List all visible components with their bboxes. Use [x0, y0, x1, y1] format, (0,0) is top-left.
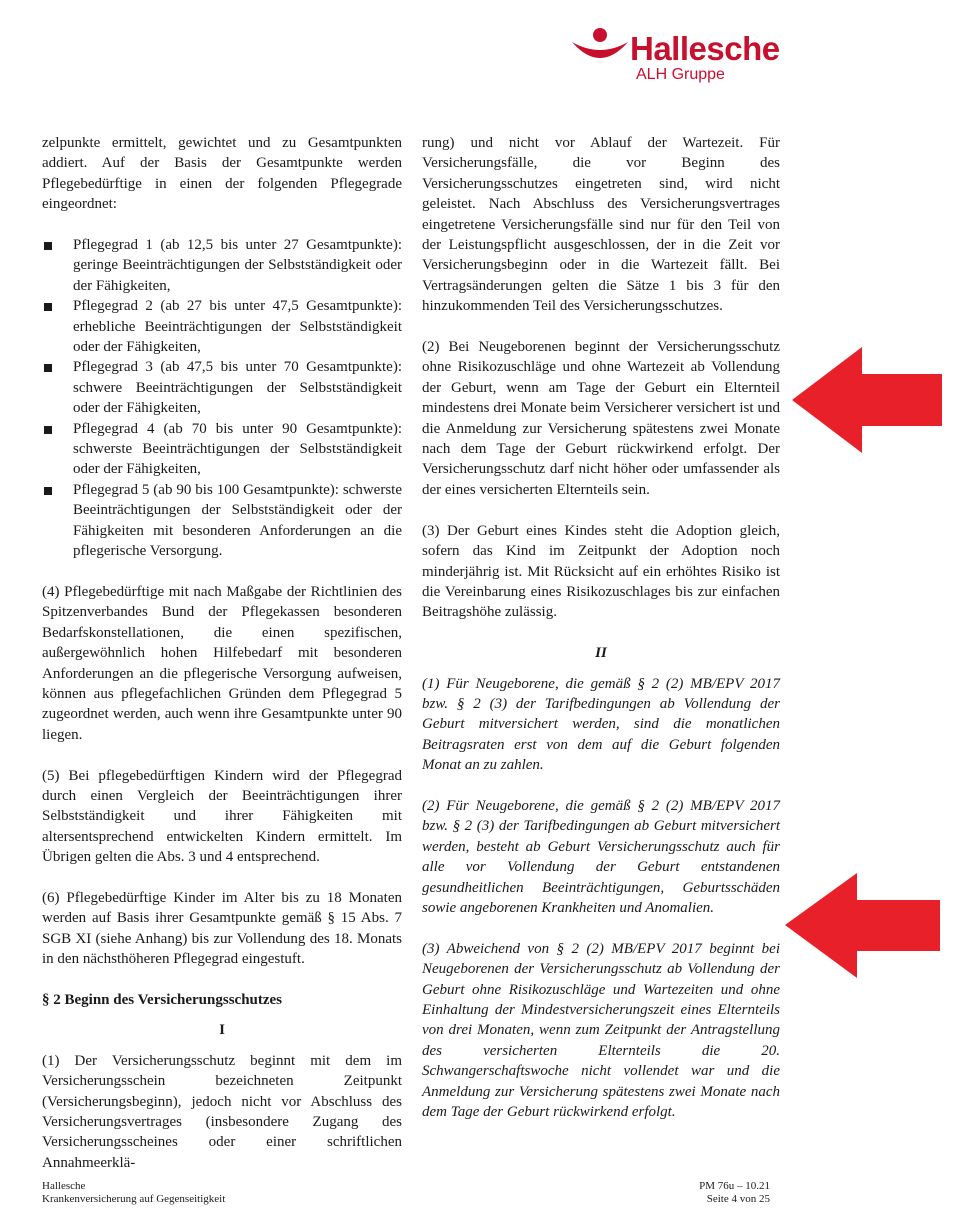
- list-item: [42, 419, 402, 480]
- left-arrow-icon: [785, 873, 940, 978]
- paragraph-6: (6) Pflegebedürftige Kinder im Alter bis zu 18 Monaten werden auf Basis ihrer Gesamtpunkte gemäß § 15 Abs. 7 SGB XI (siehe Anhang) bis zur Vollendung des 18. Monats in den nächsthöheren Pflegegrad eingestuft.: [42, 889, 402, 968]
- list-item-text: Pflegegrad 2 (ab 27 bis unter 47,5 Gesamtpunkte): erhebliche Beeinträchtigungen der Selbstständigkeit oder der Fähigkeiten,: [73, 298, 402, 356]
- logo-wordmark: Hallesche: [630, 30, 780, 67]
- left-column: [42, 133, 402, 1173]
- paragraph-2: (2) Bei Neugeborenen beginnt der Versicherungsschutz ohne Risikozuschläge und ohne Wartezeit ab Vollendung der Geburt, wenn am Tage der Geburt ein Elternteil mindestens drei Monate beim Versicherer versichert ist und die Anmeldung zur Versicherung spätestens zwei Monate nach dem Tage der Geburt rückwirkend erfolgt. Der Versicherungsschutz darf nicht höher oder umfassender als der eines versicherten Elternteils sein.: [422, 339, 780, 498]
- roman-heading-ii: II: [595, 645, 607, 662]
- list-item-text: Pflegegrad 1 (ab 12,5 bis unter 27 Gesamtpunkte): geringe Beeinträchtigungen der Selbstständigkeit oder der Fähigkeiten,: [73, 237, 402, 294]
- list-item-text: Pflegegrad 5 (ab 90 bis 100 Gesamtpunkte): schwerste Beeinträchtigungen der Selbstständigkeit oder der Fähigkeiten mit besonderen Anforderungen an die pflegerische Versorgung.: [73, 481, 402, 560]
- paragraph-2-1: (1) Der Versicherungsschutz beginnt mit dem im Versicherungsschein bezeichneten Zeitpunkt (Versicherungsbeginn), jedoch nicht vor Abschluss des Versicherungsvertrages (insbesondere Zugang des Versicherungsscheines oder einer schriftlichen Annahmeerklä-: [42, 1052, 402, 1171]
- square-bullet-icon: [44, 364, 52, 372]
- footer-company-name: Hallesche: [42, 1180, 86, 1192]
- left-arrow-icon: [792, 347, 942, 453]
- list-item: [42, 357, 402, 418]
- list-item: [42, 296, 402, 357]
- ii-paragraph-2: (2) Für Neugeborene, die gemäß § 2 (2) MB/EPV 2017 bzw. § 2 (3) der Tarifbedingungen ab Geburt mitversichert werden, besteht ab Geburt Versicherungsschutz auch für alle vor Vollendung der Geburt entstandenen gesundheitlichen Beeinträchtigungen, Geburtsschäden sowie angeborenen Krankheiten und Anomalien.: [422, 797, 780, 916]
- list-item: [42, 480, 402, 562]
- square-bullet-icon: [44, 487, 52, 495]
- footer-company-subtitle: Krankenversicherung auf Gegenseitigkeit: [42, 1193, 226, 1205]
- ii-paragraph-3: (3) Abweichend von § 2 (2) MB/EPV 2017 beginnt bei Neugeborenen der Versicherungsschutz ab Vollendung der Geburt ohne Risikozuschläge und Wartezeiten und ohne Einhaltung der Mindestversicherungszeit eines Elternteils von drei Monaten, wenn zum Zeitpunkt der Antragstellung des versicherten Elternteils die 20. Schwangerschaftswoche nicht vollendet war und die Anmeldung zur Versicherung spätestens zwei Monate nach dem Tage der Geburt rückwirkend erfolgt.: [422, 940, 780, 1121]
- list-item-text: Pflegegrad 3 (ab 47,5 bis unter 70 Gesamtpunkte): schwere Beeinträchtigungen der Selbstständigkeit oder der Fähigkeiten,: [73, 359, 402, 417]
- logo-subline: ALH Gruppe: [636, 66, 725, 83]
- section-heading: § 2 Beginn des Versicherungsschutzes: [42, 991, 283, 1008]
- paragraph-4: (4) Pflegebedürftige mit nach Maßgabe der Richtlinien des Spitzenverbandes Bund der Pflegekassen besonderen Bedarfskonstellationen, die einen spezifischen, außergewöhnlich hohen Hilfebedarf mit besonderen Anforderungen an die pflegerische Versorgung aufweisen, können aus pflegefachlichen Gründen dem Pflegegrad 5 zugeordnet werden, auch wenn ihre Gesamtpunkte unter 90 liegen.: [42, 583, 402, 743]
- square-bullet-icon: [44, 426, 52, 434]
- square-bullet-icon: [44, 303, 52, 311]
- paragraph-continuation: rung) und nicht vor Ablauf der Wartezeit. Für Versicherungsfälle, die vor Beginn des Versicherungsschutzes eingetreten sind, wird nicht geleistet. Nach Abschluss des Versicherungsvertrages eingetretene Versicherungsfälle sind nur für den Teil von der Leistungspflicht ausgeschlossen, der in die Zeit vor Versicherungsbeginn oder in die Wartezeit fällt. Bei Vertragsänderungen gelten die Sätze 1 bis 3 für den hinzukommenden Teil des Versicherungsschutzes.: [422, 135, 780, 315]
- logo-mark-icon: [570, 28, 630, 72]
- right-column: [422, 133, 780, 1122]
- pflegegrad-list: [42, 235, 402, 562]
- list-item-text: Pflegegrad 4 (ab 70 bis unter 90 Gesamtpunkte): schwerste Beeinträchtigungen der Selbstständigkeit oder der Fähigkeiten,: [73, 420, 402, 478]
- footer-page-info: [640, 1180, 770, 1206]
- footer-page-number: Seite 4 von 25: [706, 1193, 770, 1205]
- paragraph-intro: zelpunkte ermittelt, gewichtet und zu Gesamtpunkten addiert. Auf der Basis der Gesamtpunkte werden Pflegebedürftige in einen der folgenden Pflegegrade eingeordnet:: [42, 135, 402, 213]
- ii-paragraph-1: (1) Für Neugeborene, die gemäß § 2 (2) MB/EPV 2017 bzw. § 2 (3) der Tarifbedingungen ab Vollendung der Geburt mitversichert werden, sind die monatlichen Beitragsraten erst von dem auf die Geburt folgenden Monat an zu zahlen.: [422, 675, 780, 774]
- hallesche-logo: [570, 22, 790, 90]
- list-item: [42, 235, 402, 296]
- square-bullet-icon: [44, 242, 52, 250]
- roman-heading-i: I: [219, 1022, 225, 1039]
- paragraph-5: (5) Bei pflegebedürftigen Kindern wird der Pflegegrad durch einen Vergleich der Beeinträchtigungen ihrer Selbstständigkeit und ihrer Fähigkeiten mit altersentsprechend entwickelten Kindern ermittelt. Im Übrigen gelten die Abs. 3 und 4 entsprechend.: [42, 767, 402, 866]
- footer-company: [42, 1180, 225, 1206]
- paragraph-3: (3) Der Geburt eines Kindes steht die Adoption gleich, sofern das Kind im Zeitpunkt der Adoption noch minderjährig ist. Mit Rücksicht auf ein erhöhtes Risiko ist die Vereinbarung eines Risikozuschlages bis zur einfachen Beitragshöhe zulässig.: [422, 522, 780, 621]
- footer-doc-code: PM 76u – 10.21: [699, 1180, 770, 1192]
